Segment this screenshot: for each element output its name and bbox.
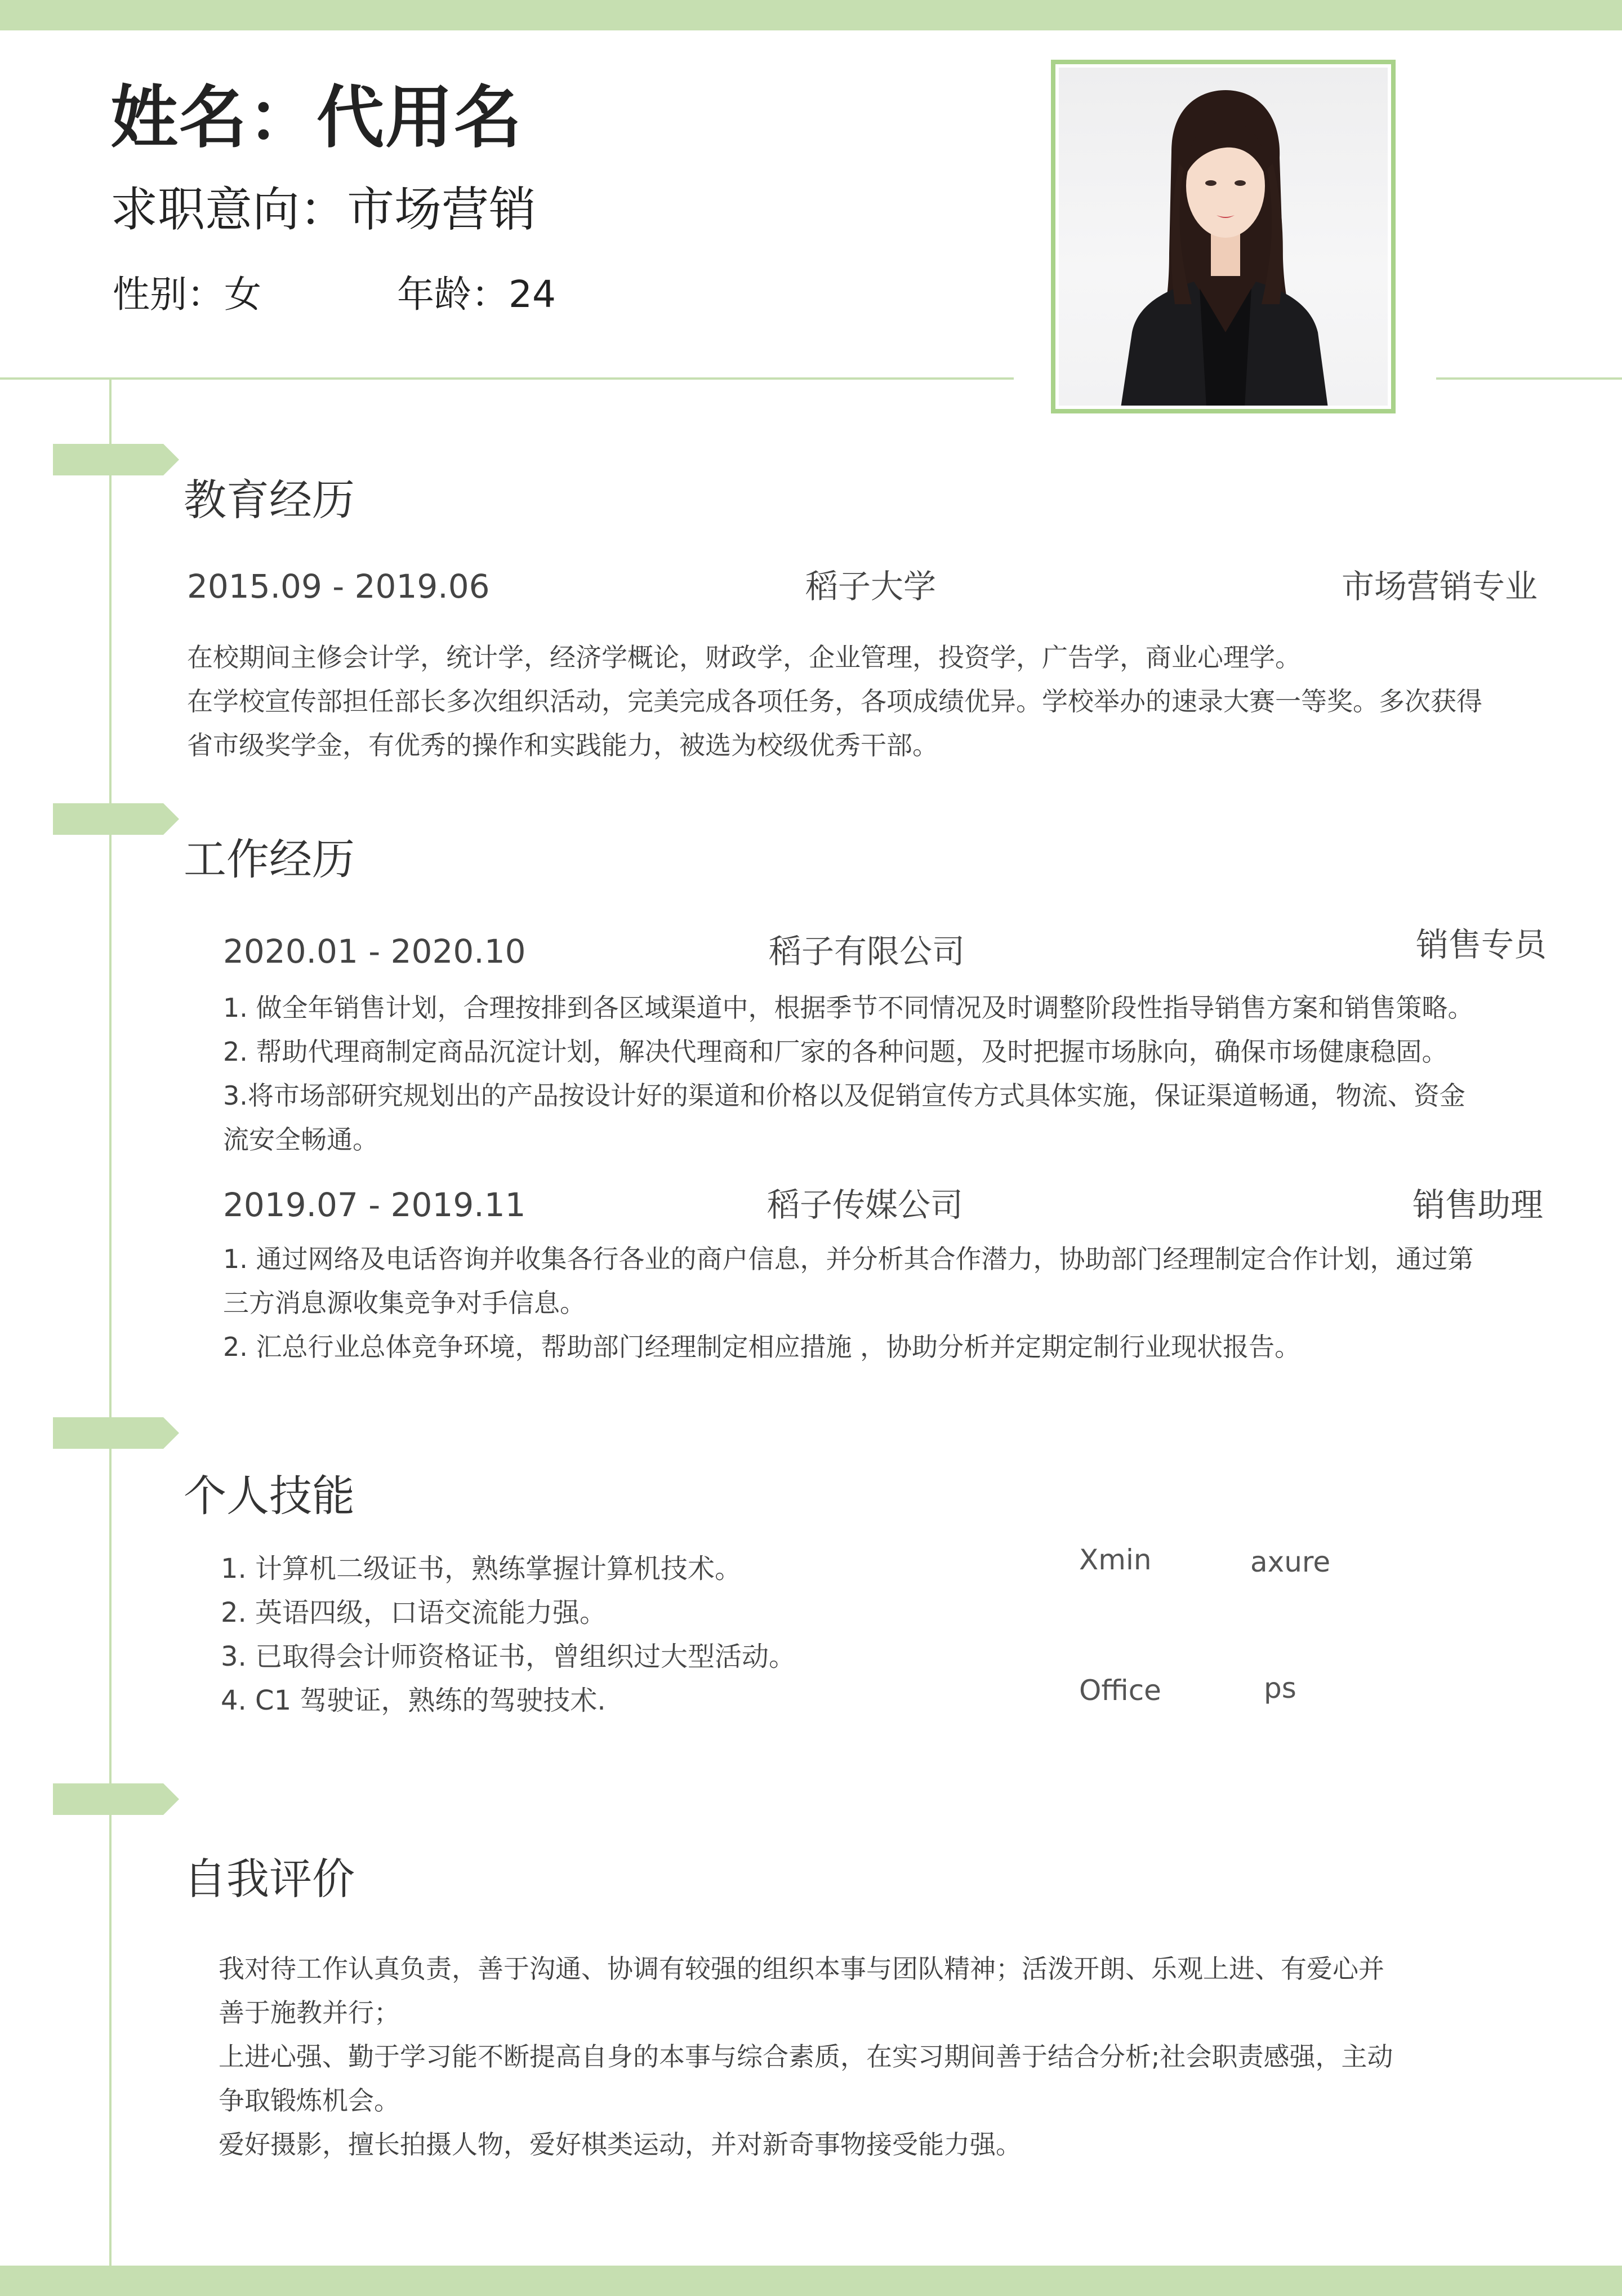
self-line: 上进心强、勤于学习能不断提高自身的本事与综合素质，在实习期间善于结合分析;社会职责感强，主动 — [219, 2041, 1393, 2072]
education-school: 稻子大学 — [805, 567, 937, 606]
top-color-band — [0, 0, 1622, 30]
section-tag-education — [53, 444, 179, 475]
education-major: 市场营销专业 — [1341, 567, 1538, 606]
education-line: 在校期间主修会计学，统计学，经济学概论，财政学，企业管理，投资学，广告学，商业心理学。 — [187, 642, 1301, 673]
job-line: 1. 通过网络及电话咨询并收集各行各业的商户信息，并分析其合作潜力，协助部门经理制定合作计划，通过第 — [223, 1244, 1474, 1274]
job-role: 销售助理 — [1412, 1186, 1543, 1224]
bottom-color-band — [0, 2266, 1622, 2296]
job-line: 2. 帮助代理商制定商品沉淀计划，解决代理商和厂家的各种问题，及时把握市场脉向，确保市场健康稳固。 — [223, 1036, 1448, 1067]
job-line: 3.将市场部研究规划出的产品按设计好的渠道和价格以及促销宣传方式具体实施，保证渠道畅通，物流、资金 — [223, 1080, 1465, 1111]
age-field: 年龄：24 — [397, 273, 556, 316]
skill-tool-label: axure — [1250, 1546, 1331, 1578]
section-title-skills: 个人技能 — [184, 1471, 355, 1521]
skill-item: 1. 计算机二级证书，熟练掌握计算机技术。 — [221, 1553, 742, 1585]
skill-tool-label: Xmin — [1079, 1543, 1152, 1576]
profile-photo-frame — [1051, 60, 1396, 413]
header-divider-right — [1436, 377, 1622, 380]
section-title-self: 自我评价 — [184, 1854, 355, 1904]
profile-photo — [1059, 68, 1388, 406]
education-line: 在学校宣传部担任部长多次组织活动，完美完成各项任务，各项成绩优异。学校举办的速录大赛一等奖。多次获得 — [187, 686, 1482, 717]
skill-item: 4. C1 驾驶证，熟练的驾驶技术. — [221, 1685, 606, 1716]
self-line: 我对待工作认真负责，善于沟通、协调有较强的组织本事与团队精神；活泼开朗、乐观上进、有爱心并 — [219, 1954, 1384, 1984]
section-tag-work — [53, 803, 179, 835]
education-period: 2015.09 - 2019.06 — [187, 567, 490, 606]
job-line: 2. 汇总行业总体竞争环境，帮助部门经理制定相应措施 ，协助分析并定期定制行业现状报告。 — [223, 1332, 1301, 1362]
job-period: 2019.07 - 2019.11 — [223, 1186, 526, 1224]
job-role: 销售专员 — [1415, 925, 1547, 964]
job-company: 稻子传媒公司 — [767, 1186, 964, 1224]
section-tag-skills — [53, 1417, 179, 1449]
self-line: 爱好摄影，擅长拍摄人物，爱好棋类运动，并对新奇事物接受能力强。 — [219, 2129, 1022, 2160]
section-title-education: 教育经历 — [184, 475, 355, 525]
timeline-line — [109, 380, 112, 2266]
job-company: 稻子有限公司 — [769, 932, 965, 971]
self-line: 争取锻炼机会。 — [219, 2085, 400, 2116]
education-line: 省市级奖学金，有优秀的操作和实践能力，被选为校级优秀干部。 — [187, 730, 938, 760]
job-description — [223, 1237, 1575, 1369]
skill-item: 3. 已取得会计师资格证书，曾组织过大型活动。 — [221, 1641, 796, 1672]
header-divider-left — [0, 377, 1014, 380]
skill-tool-label: ps — [1264, 1672, 1296, 1705]
self-evaluation — [219, 1947, 1514, 2166]
job-line: 1. 做全年销售计划，合理按排到各区域渠道中，根据季节不同情况及时调整阶段性指导销售方案和销售策略。 — [223, 993, 1474, 1023]
job-period: 2020.01 - 2020.10 — [223, 932, 526, 971]
job-line: 流安全畅通。 — [223, 1124, 378, 1155]
section-tag-self — [53, 1783, 179, 1815]
gender-field: 性别：女 — [113, 273, 261, 316]
job-description — [223, 986, 1575, 1162]
section-title-work: 工作经历 — [184, 834, 355, 884]
skills-list — [221, 1547, 1066, 1723]
job-intent: 求职意向：市场营销 — [110, 182, 537, 237]
resume-name: 姓名：代用名 — [110, 79, 523, 157]
skill-tool-label: Office — [1079, 1674, 1161, 1707]
job-line: 三方消息源收集竞争对手信息。 — [223, 1288, 586, 1318]
self-line: 善于施教并行； — [219, 1997, 400, 2028]
education-description — [187, 635, 1567, 767]
skill-item: 2. 英语四级，口语交流能力强。 — [221, 1597, 607, 1628]
